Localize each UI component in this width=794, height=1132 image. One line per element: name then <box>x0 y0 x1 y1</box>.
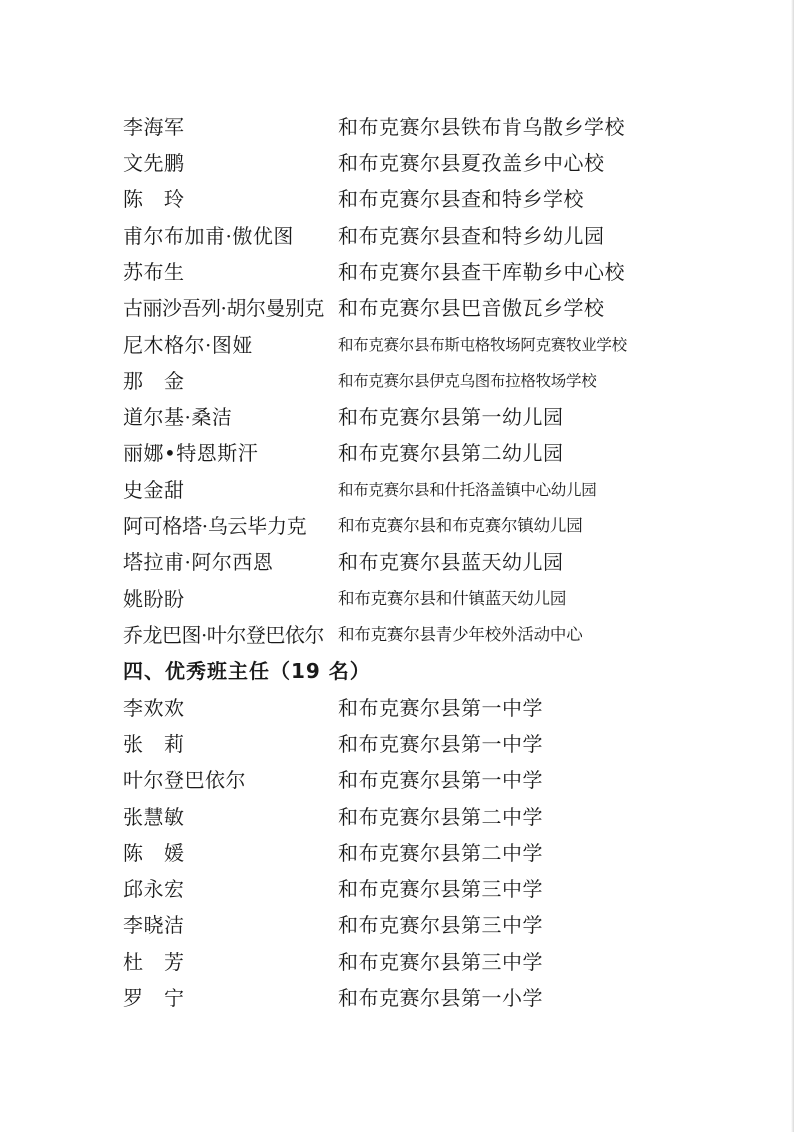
organization-name: 和布克赛尔县查和特乡幼儿园 <box>338 224 605 248</box>
person-name: 古丽沙吾列·胡尔曼别克 <box>123 296 324 320</box>
list-item <box>0 547 794 577</box>
organization-name: 和布克赛尔县和布克赛尔镇幼儿园 <box>338 516 583 535</box>
person-name: 邱永宏 <box>123 877 185 901</box>
organization-name: 和布克赛尔县第二幼儿园 <box>338 441 564 465</box>
list-item <box>0 729 794 759</box>
person-name: 姚盼盼 <box>123 587 185 611</box>
list-item <box>0 983 794 1013</box>
list-item <box>0 438 794 468</box>
organization-name: 和布克赛尔县第一中学 <box>338 696 543 720</box>
list-item <box>0 765 794 795</box>
list-item <box>0 802 794 832</box>
list-item <box>0 257 794 287</box>
person-name: 甫尔布加甫·傲优图 <box>123 224 294 248</box>
organization-name: 和布克赛尔县第二中学 <box>338 805 543 829</box>
organization-name: 和布克赛尔县布斯屯格牧场阿克赛牧业学校 <box>338 336 627 354</box>
list-item <box>0 148 794 178</box>
person-name: 丽娜•特恩斯汗 <box>123 441 259 465</box>
person-name: 文先鹏 <box>123 151 185 175</box>
list-item <box>0 947 794 977</box>
person-name: 乔龙巴图·叶尔登巴依尔 <box>123 623 324 647</box>
organization-name: 和布克赛尔县第一幼儿园 <box>338 405 564 429</box>
organization-name: 和布克赛尔县第一中学 <box>338 768 543 792</box>
person-name: 那 金 <box>123 369 185 393</box>
list-item <box>0 112 794 142</box>
list-item <box>0 693 794 723</box>
section-heading: 四、优秀班主任（19 名） <box>123 659 371 683</box>
person-name: 陈 媛 <box>123 841 185 865</box>
list-item <box>0 184 794 214</box>
organization-name: 和布克赛尔县蓝天幼儿园 <box>338 550 564 574</box>
organization-name: 和布克赛尔县第三中学 <box>338 950 543 974</box>
person-name: 阿可格塔·乌云毕力克 <box>123 514 307 538</box>
organization-name: 和布克赛尔县铁布肯乌散乡学校 <box>338 115 625 139</box>
organization-name: 和布克赛尔县和什托洛盖镇中心幼儿园 <box>338 481 597 499</box>
list-item <box>0 221 794 251</box>
list-item <box>0 293 794 323</box>
list-item <box>0 511 794 541</box>
person-name: 叶尔登巴依尔 <box>123 768 246 792</box>
list-item <box>0 402 794 432</box>
person-name: 苏布生 <box>123 260 185 284</box>
list-item <box>0 330 794 360</box>
list-item <box>0 584 794 614</box>
list-item <box>0 910 794 940</box>
person-name: 李海军 <box>123 115 185 139</box>
organization-name: 和布克赛尔县第三中学 <box>338 877 543 901</box>
organization-name: 和布克赛尔县伊克乌图布拉格牧场学校 <box>338 372 597 390</box>
organization-name: 和布克赛尔县第二中学 <box>338 841 543 865</box>
person-name: 李欢欢 <box>123 696 185 720</box>
organization-name: 和布克赛尔县青少年校外活动中心 <box>338 625 583 644</box>
person-name: 史金甜 <box>123 478 185 502</box>
person-name: 李晓洁 <box>123 913 185 937</box>
list-item <box>0 838 794 868</box>
person-name: 塔拉甫·阿尔西恩 <box>123 550 274 574</box>
person-name: 道尔基·桑洁 <box>123 405 233 429</box>
organization-name: 和布克赛尔县和什镇蓝天幼儿园 <box>338 589 567 608</box>
organization-name: 和布克赛尔县巴音傲瓦乡学校 <box>338 296 605 320</box>
list-item <box>0 366 794 396</box>
person-name: 罗 宁 <box>123 986 185 1010</box>
list-item <box>0 874 794 904</box>
person-name: 尼木格尔·图娅 <box>123 333 253 357</box>
organization-name: 和布克赛尔县第三中学 <box>338 913 543 937</box>
organization-name: 和布克赛尔县第一中学 <box>338 732 543 756</box>
person-name: 张慧敏 <box>123 805 185 829</box>
person-name: 陈 玲 <box>123 187 185 211</box>
organization-name: 和布克赛尔县查和特乡学校 <box>338 187 584 211</box>
person-name: 杜 芳 <box>123 950 185 974</box>
list-item <box>0 475 794 505</box>
organization-name: 和布克赛尔县查干库勒乡中心校 <box>338 260 625 284</box>
person-name: 张 莉 <box>123 732 185 756</box>
organization-name: 和布克赛尔县第一小学 <box>338 986 543 1010</box>
organization-name: 和布克赛尔县夏孜盖乡中心校 <box>338 151 605 175</box>
list-item <box>0 620 794 650</box>
